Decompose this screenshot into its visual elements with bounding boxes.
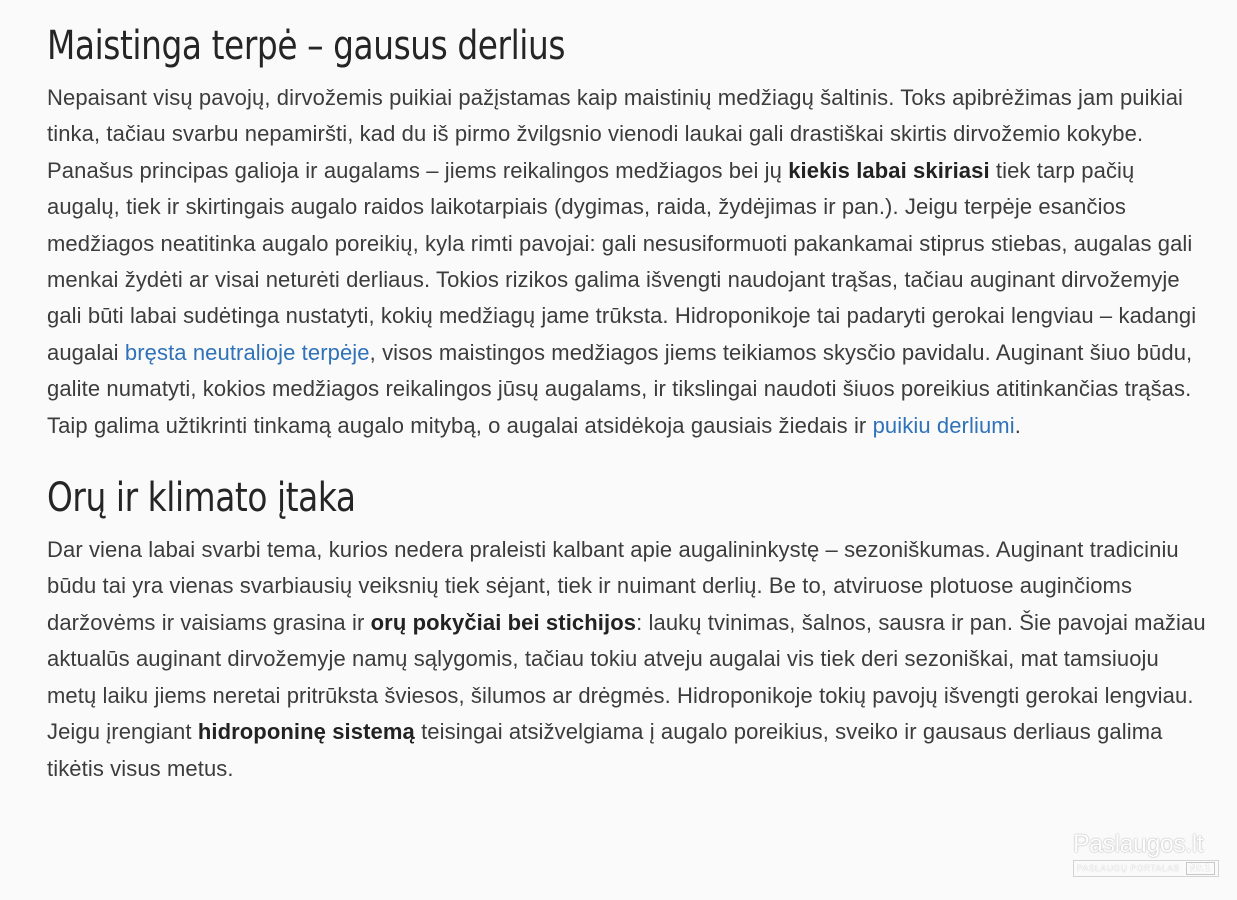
bold-phrase: orų pokyčiai bei stichijos bbox=[370, 609, 637, 635]
watermark-tagline-text: PASLAUGŲ PORTALAS bbox=[1077, 863, 1180, 873]
paragraph-text: : laukų tvinimas, šalnos, sausra ir pan. Šie pavojai mažiau aktualūs auginant dirvožemyje namų sąlygomis, tačiau tokiu atveju augalai vis tiek deri sezoniškai, mat tamsiuoju metų laiku jiems neretai pritrūksta šviesos, šilumos ar drėgmės. Hidroponikoje tokių pavojų išvengti gerokai lengviau. Jeigu įrengiant bbox=[47, 609, 1206, 745]
paragraph-text: , visos maistingos medžiagos jiems teikiamos skysčio pavidalu. Auginant šiuo būdu, galite numatyti, kokios medžiagos reikalingos jūsų augalams, ir tikslingai naudoti šiuos poreikius atitinkančias trąšas. Taip galima užtikrinti tinkamą augalo mitybą, o augalai atsidėkoja gausiais žiedais ir bbox=[47, 339, 1193, 438]
paragraph-text: teisingai atsižvelgiama į augalo poreikius, sveiko ir gausaus derliaus galima tikėtis visus metus. bbox=[47, 719, 1163, 781]
watermark-logo bbox=[1073, 830, 1217, 880]
article-content bbox=[47, 12, 1207, 787]
paragraph-text: . bbox=[1014, 412, 1021, 438]
link-great-harvest[interactable]: puikiu derliumi bbox=[872, 412, 1015, 438]
section-paragraph-nutrient-medium bbox=[47, 80, 1207, 444]
bold-phrase: hidroponinę sistemą bbox=[197, 719, 415, 745]
watermark-rank-badge: Nr.1 bbox=[1186, 862, 1215, 875]
paragraph-text: Nepaisant visų pavojų, dirvožemis puikiai pažįstamas kaip maistinių medžiagų šaltinis. Toks apibrėžimas jam puikiai tinka, tačiau svarbu nepamiršti, kad du iš pirmo žvilgsnio vienodi laukai gali drastiškai skirtis dirvožemio kokybe. Panašus principas galioja ir augalams – jiems reikalingos medžiagos bei jų bbox=[47, 85, 1184, 183]
watermark-tagline bbox=[1073, 860, 1219, 877]
watermark-logo-text: Paslaugos.lt bbox=[1073, 830, 1204, 858]
paragraph-text: Dar viena labai svarbi tema, kurios nedera praleisti kalbant apie augalininkystę – sezoniškumas. Auginant tradiciniu būdu tai yra vienas svarbiausių veiksnių tiek sėjant, tiek ir nuimant derlių. Be to, atviruose plotuose auginčioms daržovėms ir vaisiams grasina ir bbox=[47, 537, 1179, 635]
link-neutral-medium[interactable]: bręsta neutralioje terpėje bbox=[124, 339, 370, 365]
section-paragraph-weather-climate bbox=[47, 532, 1207, 787]
paragraph-text: tiek tarp pačių augalų, tiek ir skirtingais augalo raidos laikotarpiais (dygimas, raida, žydėjimas ir pan.). Jeigu terpėje esančios medžiagos neatitinka augalo poreikių, kyla rimti pavojai: gali nesusiformuoti pakankamai stiprus stiebas, augalas gali menkai žydėti ar visai neturėti derliaus. Tokios rizikos galima išvengti naudojant trąšas, tačiau auginant dirvožemyje gali būti labai sudėtinga nustatyti, kokių medžiagų jame trūksta. Hidroponikoje tai padaryti gerokai lengviau – kadangi augalai bbox=[47, 157, 1197, 365]
section-heading-weather-climate: Orų ir klimato įtaka bbox=[47, 475, 356, 522]
section-heading-nutrient-medium: Maistinga terpė – gausus derlius bbox=[47, 23, 566, 69]
bold-phrase: kiekis labai skiriasi bbox=[788, 157, 990, 183]
